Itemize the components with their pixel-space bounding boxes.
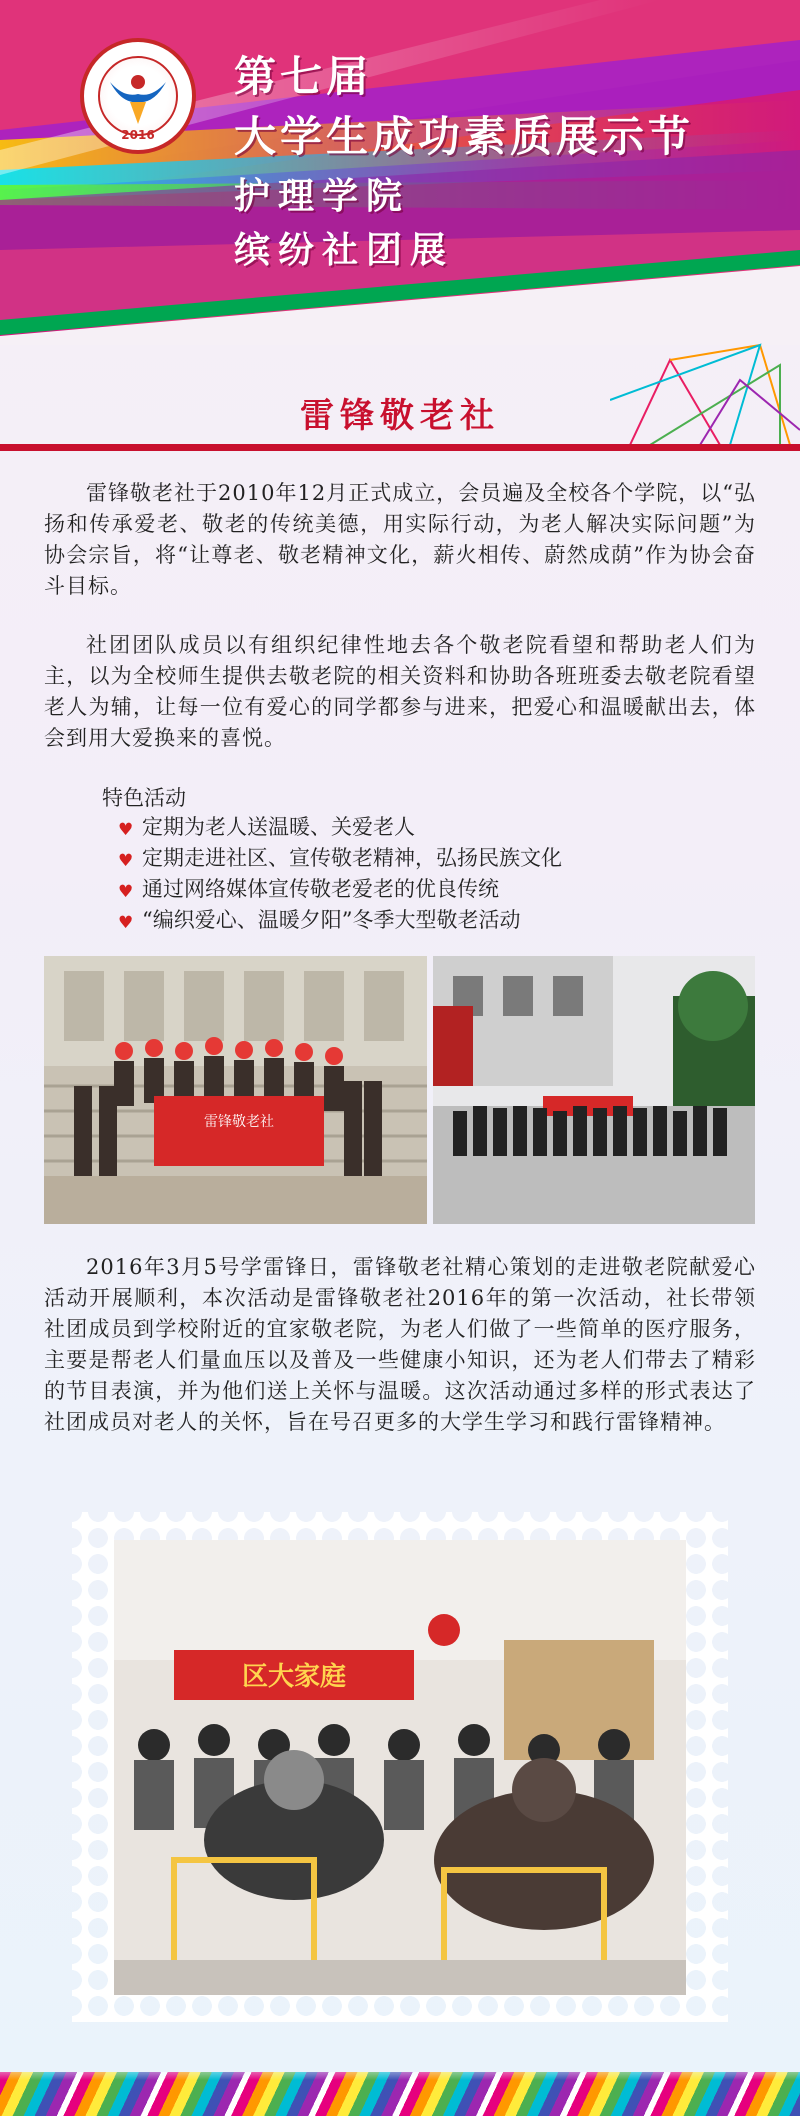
heart-icon: ♥ xyxy=(118,913,134,933)
festival-edition: 第七届 xyxy=(234,52,373,101)
festival-title: 大学生成功素质展示节 xyxy=(234,112,695,161)
heart-icon: ♥ xyxy=(118,820,134,840)
club-title: 雷锋敬老社 xyxy=(300,396,500,436)
nursing-home-photo xyxy=(114,1540,686,1995)
list-item: ♥ “编织爱心、温暖夕阳”冬季大型敬老活动 xyxy=(118,905,562,936)
photo-banner-text: 雷锋敬老社 xyxy=(204,1114,274,1130)
photo-banner-text: 区大家庭 xyxy=(241,1662,347,1692)
heart-icon: ♥ xyxy=(118,851,134,871)
list-item: ♥ 通过网络媒体宣传敬老爱老的优良传统 xyxy=(118,874,562,905)
heart-icon: ♥ xyxy=(118,882,134,902)
college-name: 护理学院 xyxy=(234,175,411,217)
header-banner xyxy=(0,0,800,345)
title-divider xyxy=(0,444,800,451)
group-photo-stairs xyxy=(44,956,427,1224)
features-list xyxy=(118,812,562,936)
bottom-fade xyxy=(0,2060,800,2080)
logo-year: 2016 xyxy=(121,128,155,142)
exhibition-name: 缤纷社团展 xyxy=(234,229,455,271)
list-item: ♥ 定期走进社区、宣传敬老精神，弘扬民族文化 xyxy=(118,843,562,874)
intro-paragraph: 雷锋敬老社于2010年12月正式成立，会员遍及全校各个学院，以“弘扬和传承爱老、敬老的传统美德，用实际行动，为老人解决实际问题”为协会宗旨，将“让尊老、敬老精神文化，薪火相传、蔚然成荫”作为协会奋斗目标。 xyxy=(44,481,756,598)
group-photo-courtyard xyxy=(433,956,755,1224)
list-item: ♥ 定期为老人送温暖、关爱老人 xyxy=(118,812,562,843)
features-heading: 特色活动 xyxy=(102,786,186,810)
logo-figure xyxy=(98,56,178,136)
activities-paragraph: 社团团队成员以有组织纪律性地去各个敬老院看望和帮助老人们为主，以为全校师生提供去敬老院的相关资料和协助各班班委去敬老院看望老人为辅，让每一位有爱心的同学都参与进来，把爱心和温暖献出去，体会到用大爱换来的喜悦。 xyxy=(44,633,756,750)
event-paragraph: 2016年3月5号学雷锋日，雷锋敬老社精心策划的走进敬老院献爱心活动开展顺利，本次活动是雷锋敬老社2016年的第一次活动，社长带领社团成员到学校附近的宜家敬老院，为老人们做了一些简单的医疗服务，主要是帮老人们量血压以及普及一些健康小知识，还为老人们带去了精彩的节目表演，并为他们送上关怀与温暖。这次活动通过多样的形式表达了社团成员对老人的关怀，旨在号召更多的大学生学习和践行雷锋精神。 xyxy=(44,1255,756,1434)
festival-logo xyxy=(80,38,196,154)
